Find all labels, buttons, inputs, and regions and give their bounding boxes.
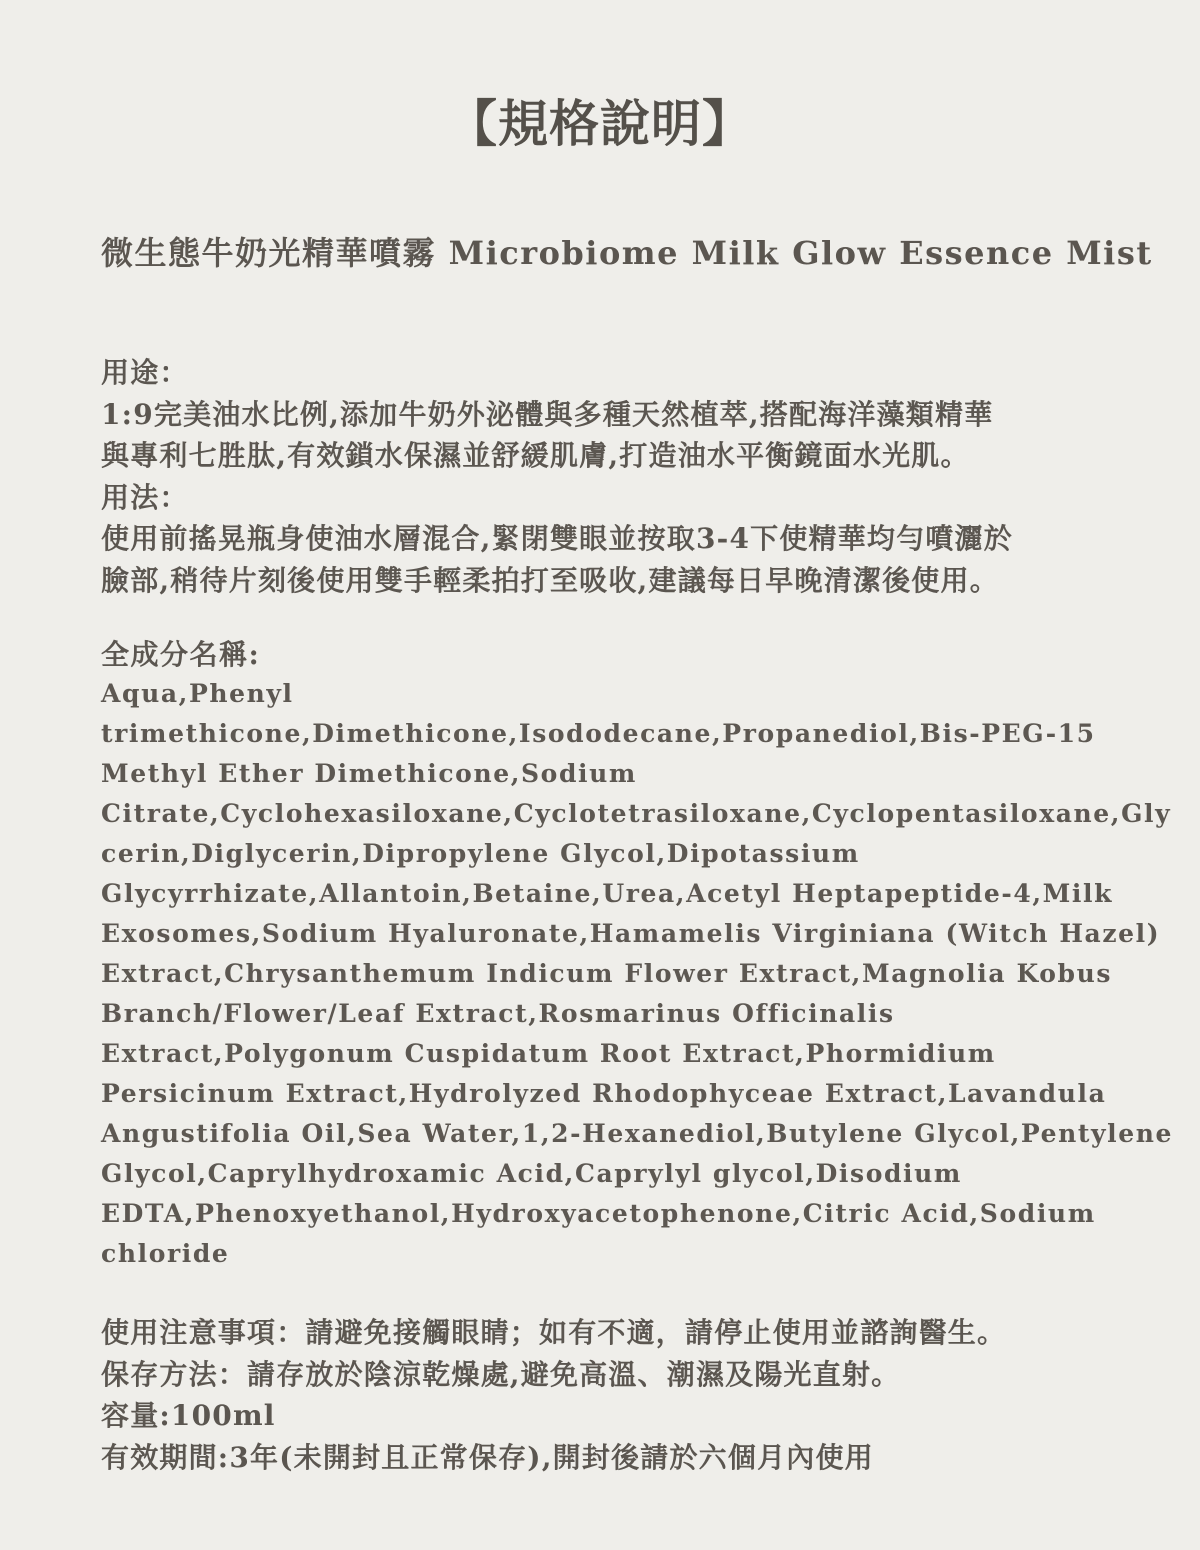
method-label: 用法： bbox=[101, 480, 189, 514]
ingredients-line: Methyl Ether Dimethicone,Sodium bbox=[101, 759, 637, 788]
caution-note: 使用注意事項：請避免接觸眼睛；如有不適，請停止使用並諮詢醫生。 bbox=[101, 1316, 1007, 1349]
ingredients-line: cerin,Diglycerin,Dipropylene Glycol,Dipotassium bbox=[101, 839, 860, 868]
page-title: 【規格說明】 bbox=[447, 94, 753, 153]
capacity-note: 容量:100ml bbox=[101, 1399, 276, 1432]
storage-note: 保存方法：請存放於陰涼乾燥處,避免高溫、潮濕及陽光直射。 bbox=[101, 1357, 901, 1391]
ingredients-line: Exosomes,Sodium Hyaluronate,Hamamelis Virginiana (Witch Hazel) bbox=[101, 919, 1161, 948]
ingredients-line: Extract,Polygonum Cuspidatum Root Extract,Phormidium bbox=[101, 1039, 996, 1068]
ingredients-line: trimethicone,Dimethicone,Isododecane,Propanediol,Bis-PEG-15 bbox=[101, 719, 1096, 748]
ingredients-list bbox=[101, 674, 1174, 1274]
usage-section bbox=[101, 352, 1101, 601]
ingredients-label: 全成分名稱: bbox=[101, 638, 261, 671]
ingredients-line: Angustifolia Oil,Sea Water,1,2-Hexanediol,Butylene Glycol,Pentylene bbox=[101, 1119, 1174, 1148]
method-line: 使用前搖晃瓶身使油水層混合,緊閉雙眼並按取3-4下使精華均勻噴灑於 bbox=[101, 522, 1013, 555]
ingredients-line: Glycol,Caprylhydroxamic Acid,Caprylyl glycol,Disodium bbox=[101, 1159, 962, 1188]
method-line: 臉部,稍待片刻後使用雙手輕柔拍打至吸收,建議每日早晚清潔後使用。 bbox=[101, 563, 999, 597]
purpose-label: 用途： bbox=[101, 356, 189, 389]
purpose-line: 1:9完美油水比例,添加牛奶外泌體與多種天然植萃,搭配海洋藻類精華 bbox=[101, 397, 994, 431]
ingredients-line: Persicinum Extract,Hydrolyzed Rhodophyceae Extract,Lavandula bbox=[101, 1079, 1107, 1108]
ingredients-line: EDTA,Phenoxyethanol,Hydroxyacetophenone,Citric Acid,Sodium bbox=[101, 1199, 1096, 1228]
ingredients-line: Glycyrrhizate,Allantoin,Betaine,Urea,Acetyl Heptapeptide-4,Milk bbox=[101, 879, 1114, 908]
ingredients-line: Extract,Chrysanthemum Indicum Flower Extract,Magnolia Kobus bbox=[101, 959, 1113, 988]
ingredients-line: Branch/Flower/Leaf Extract,Rosmarinus Officinalis bbox=[101, 999, 895, 1028]
ingredients-line: chloride bbox=[101, 1239, 230, 1268]
notes-section bbox=[101, 1312, 1101, 1478]
ingredients-line: Aqua,Phenyl bbox=[101, 679, 294, 708]
ingredients-line: Citrate,Cyclohexasiloxane,Cyclotetrasiloxane,Cyclopentasiloxane,Gly bbox=[101, 799, 1172, 828]
product-name: 微生態牛奶光精華噴霧 Microbiome Milk Glow Essence Mist bbox=[101, 234, 1153, 272]
purpose-line: 與專利七胜肽,有效鎖水保濕並舒緩肌膚,打造油水平衡鏡面水光肌。 bbox=[101, 439, 970, 472]
shelf-life-note: 有效期間:3年(未開封且正常保存),開封後請於六個月內使用 bbox=[101, 1440, 874, 1474]
